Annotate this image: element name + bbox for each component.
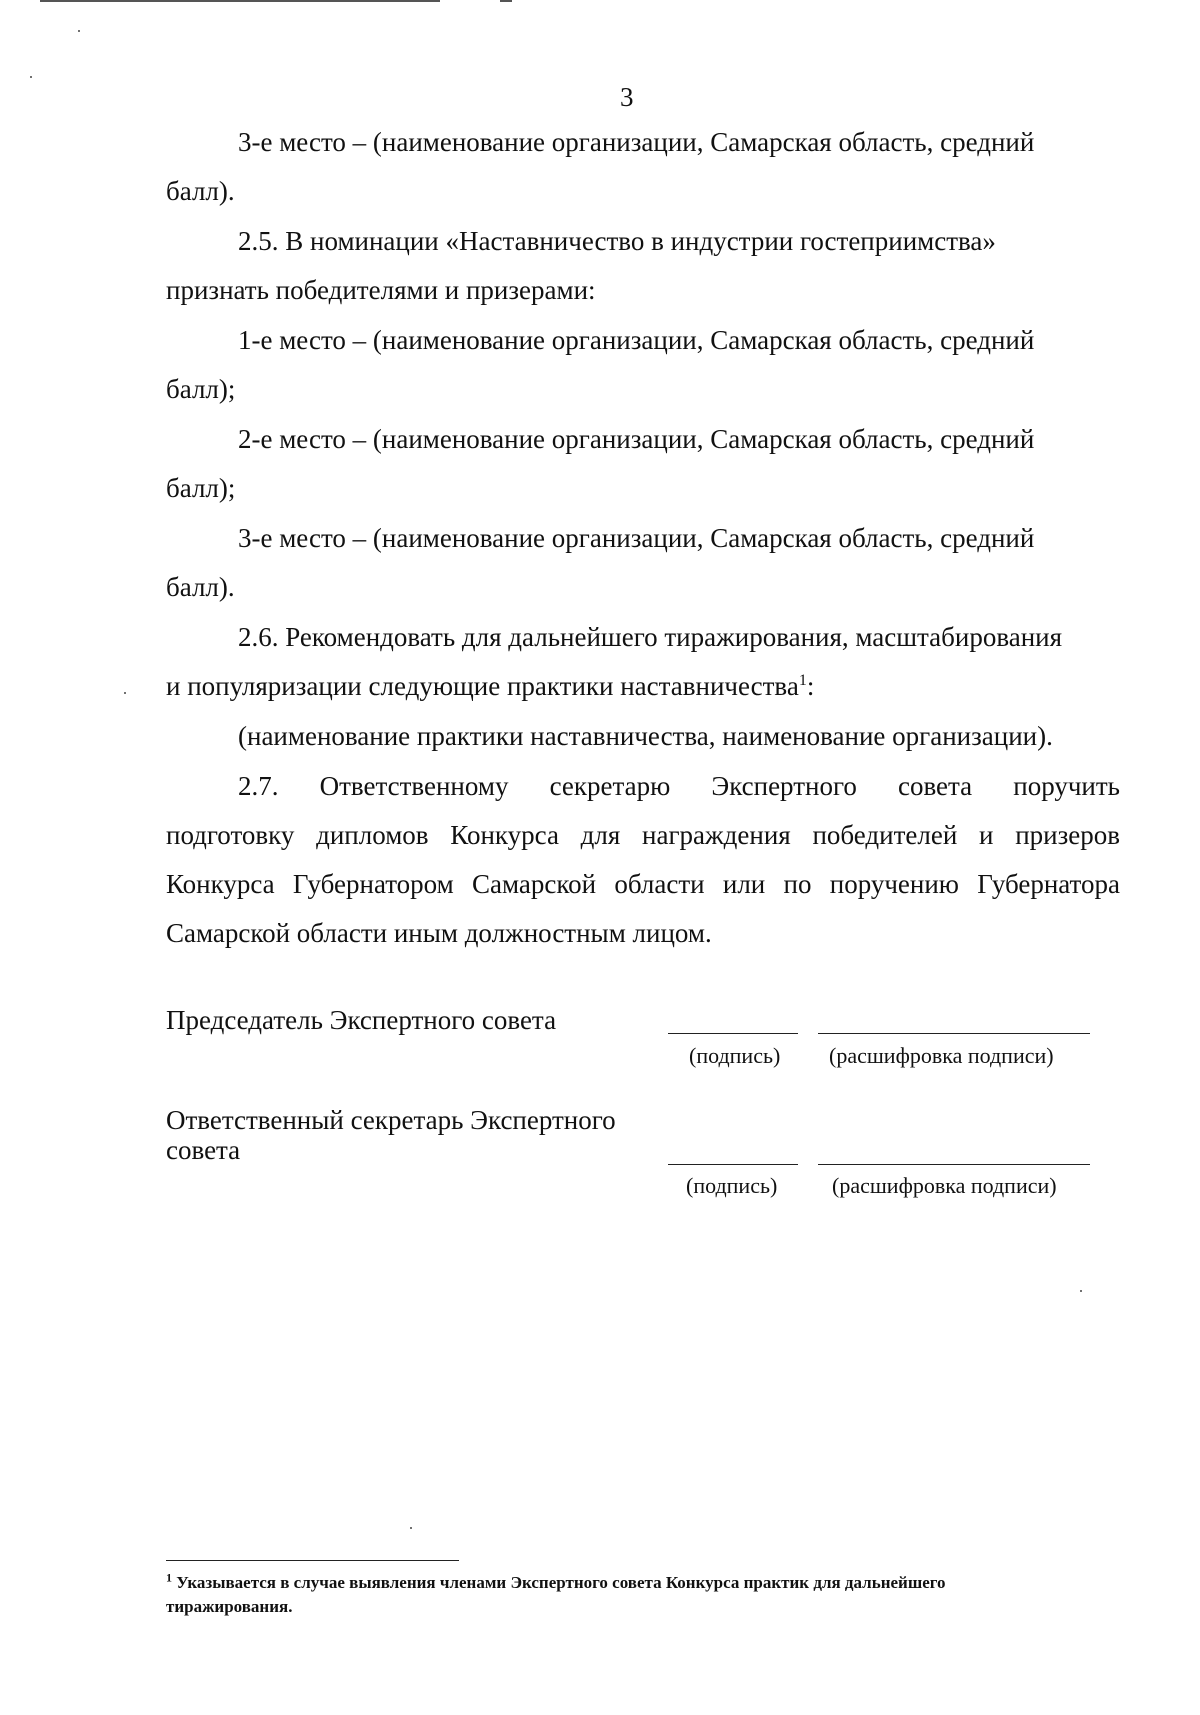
- footnote-separator: [166, 1560, 459, 1561]
- decode-caption: (расшифровка подписи): [832, 1173, 1057, 1198]
- scan-edge-mark: [500, 0, 512, 2]
- paragraph-place-3a: [166, 118, 1120, 216]
- paragraph-2-6: [166, 613, 1120, 711]
- scan-speck: [124, 692, 126, 694]
- paragraph-line: Самарской области иным должностным лицом.: [166, 918, 712, 948]
- paragraph-line: 2-е место – (наименование организации, Самарская область, средний: [238, 424, 1035, 454]
- paragraph-line: 1-е место – (наименование организации, Самарская область, средний: [238, 325, 1035, 355]
- signature-role-secretary: Ответственный секретарь Экспертного совета: [166, 1105, 616, 1165]
- signature-line: [668, 1033, 798, 1034]
- paragraph-line: балл);: [166, 473, 236, 503]
- decode-line: [818, 1033, 1090, 1034]
- paragraph-line: признать победителями и призерами:: [166, 275, 596, 305]
- paragraph-line: подготовку дипломов Конкурса для награждения победителей и призеров: [166, 820, 1120, 850]
- scan-speck: [410, 1527, 412, 1529]
- paragraph-line: (наименование практики наставничества, наименование организации).: [238, 721, 1053, 751]
- paragraph-tail: :: [806, 671, 815, 701]
- footnote: [166, 1571, 1066, 1619]
- signature-caption: (подпись): [686, 1173, 778, 1198]
- paragraph-line: Конкурса Губернатором Самарской области или по поручению Губернатора: [166, 869, 1120, 899]
- paragraph-place-1: [166, 316, 1120, 414]
- paragraph-practice-name: [166, 712, 1120, 761]
- scan-edge-mark: [40, 0, 440, 2]
- paragraph-2-5: [166, 217, 1120, 315]
- paragraph-line: 2.7. Ответственному секретарю Экспертного совета поручить: [238, 771, 1120, 801]
- paragraph-line: 3-е место – (наименование организации, Самарская область, средний: [238, 127, 1035, 157]
- decode-caption: (расшифровка подписи): [829, 1043, 1054, 1068]
- paragraph-line: 3-е место – (наименование организации, Самарская область, средний: [238, 523, 1035, 553]
- decode-line: [818, 1164, 1090, 1165]
- paragraph-line: 2.6. Рекомендовать для дальнейшего тиражирования, масштабирования: [238, 622, 1063, 652]
- paragraph-place-3b: [166, 514, 1120, 612]
- scan-speck: [1080, 1290, 1082, 1292]
- page-number: 3: [620, 82, 634, 112]
- footnote-text: Указывается в случае выявления членами Экспертного совета Конкурса практик для дальнейшего тиражирования.: [166, 1573, 946, 1616]
- paragraph-line: 2.5. В номинации «Наставничество в индустрии гостеприимства»: [238, 226, 996, 256]
- signature-line: [668, 1164, 798, 1165]
- paragraph-line: балл).: [166, 176, 235, 206]
- scan-speck: [30, 76, 32, 78]
- paragraph-2-7: [166, 762, 1120, 958]
- signature-caption: (подпись): [689, 1043, 781, 1068]
- paragraph-line: балл);: [166, 374, 236, 404]
- paragraph-line: и популяризации следующие практики наставничества: [166, 671, 799, 701]
- footnote-marker: 1: [166, 1570, 172, 1585]
- signature-role-chairman: Председатель Экспертного совета: [166, 1005, 557, 1035]
- paragraph-place-2: [166, 415, 1120, 513]
- paragraph-line: балл).: [166, 572, 235, 602]
- footnote-ref: 1: [798, 672, 807, 689]
- scan-speck: [78, 30, 80, 32]
